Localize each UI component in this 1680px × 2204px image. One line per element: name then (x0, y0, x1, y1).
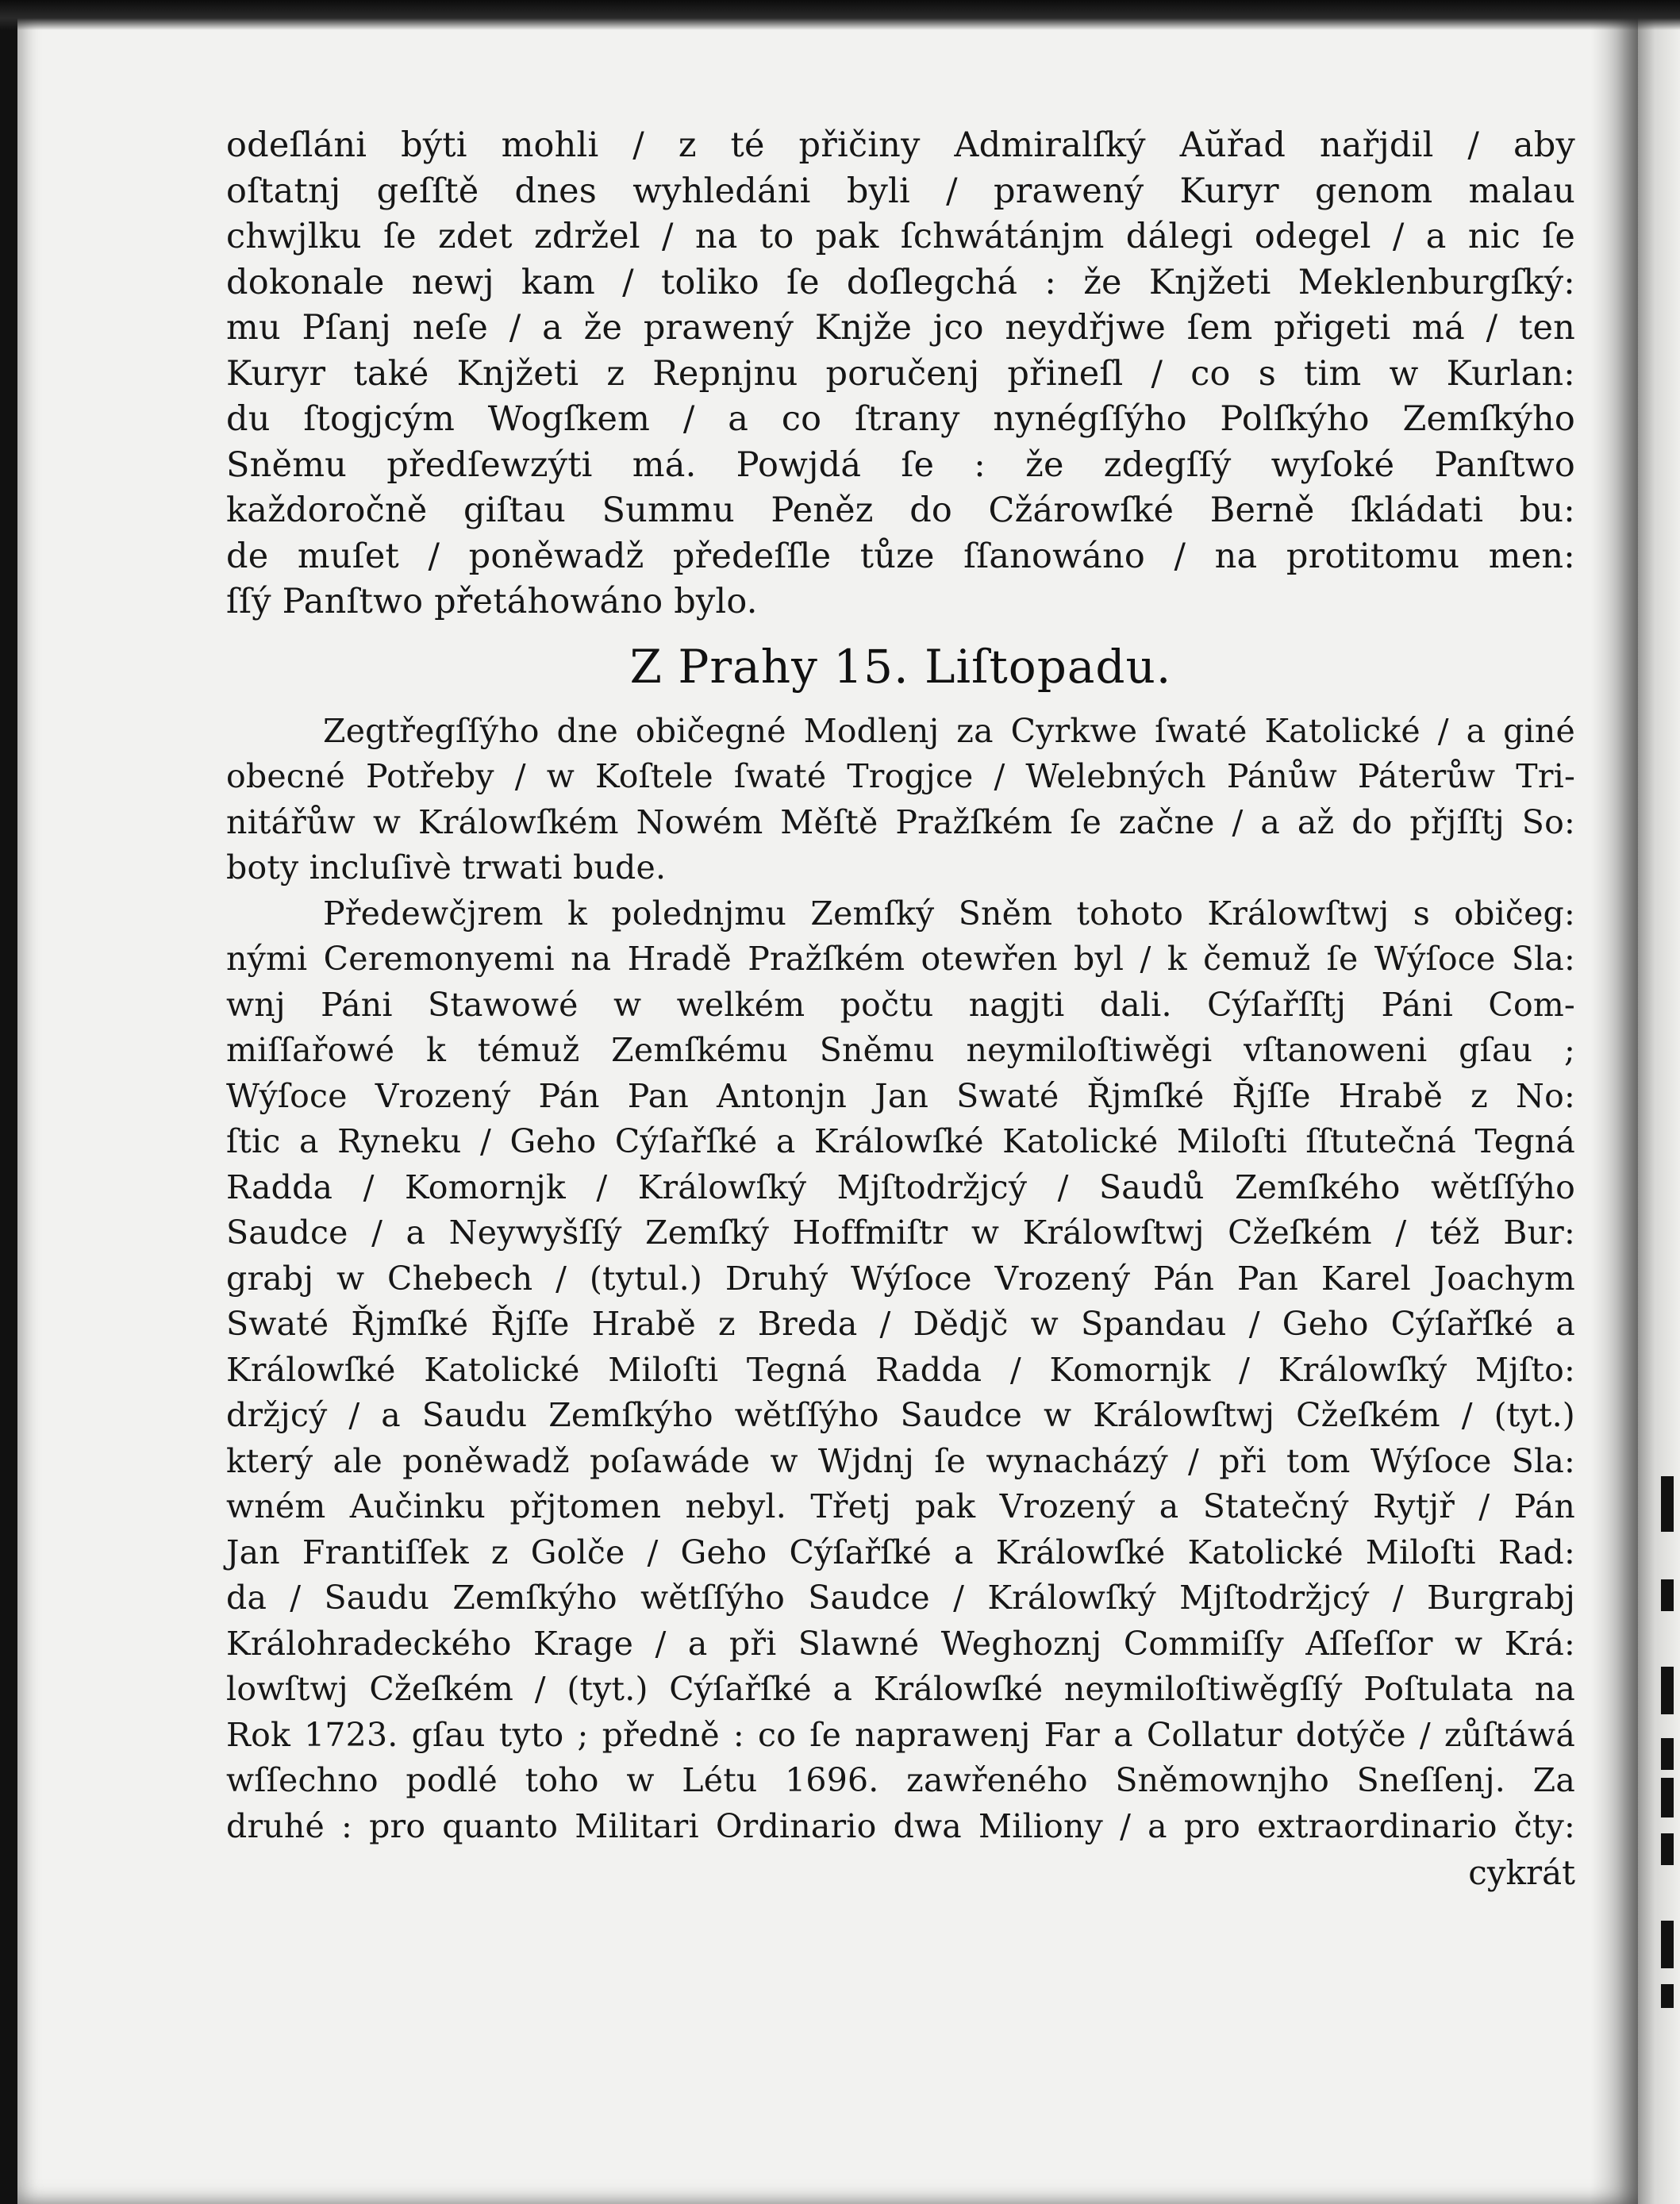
text-line: grabj w Chebech / (tytul.) Druhý Wýſoce Vrozený Pán Pan Karel Joachym (226, 1259, 1575, 1298)
text-line: du ſtogjcým Wogſkem / a co ſtrany nynégſſýho Polſkýho Zemſkýho (226, 399, 1575, 439)
text-line: držjcý / a Saudu Zemſkýho wětſſýho Saudce w Králowſtwj Cžeſkém / (tyt.) (226, 1396, 1575, 1434)
text-line: wném Aučinku přjtomen nebyl. Třetj pak Vrozený a Statečný Rytjř / Pán (226, 1487, 1575, 1525)
bleed-mark (1661, 1579, 1674, 1611)
text-line: ſſý Panſtwo přetáhowáno bylo. (226, 582, 758, 621)
paragraph-prayers (226, 709, 1575, 891)
text-line: Zegtřegſſýho dne običegné Modlenj za Cyrkwe ſwaté Katolické / a giné (323, 711, 1575, 750)
text-line: dokonale newj kam / toliko ſe doſlegchá : že Knjžeti Meklenburgſký: (226, 262, 1575, 302)
scan-top-shadow (0, 0, 1680, 30)
adjacent-page-edge (1638, 0, 1680, 2204)
text-line: každoročně giſtau Summu Peněz do Cžárowſké Berně ſkládati bu: (226, 490, 1575, 530)
text-line: odeſláni býti mohli / z té přičiny Admiralſký Aŭřad nařjdil / aby (226, 125, 1575, 165)
paragraph-top (226, 123, 1575, 625)
text-line: Králowſké Katolické Miloſti Tegná Radda / Komornjk / Králowſký Mjſto: (226, 1350, 1575, 1389)
paragraph-diet (226, 891, 1575, 1850)
bleed-mark (1661, 1833, 1674, 1865)
text-line: Předewčjrem k polednjmu Zemſký Sněm tohoto Králowſtwj s običeg: (323, 894, 1575, 933)
text-line: wnj Páni Stawowé w welkém počtu nagjti dali. Cýſařſſtj Páni Com- (226, 985, 1575, 1024)
text-line: Radda / Komornjk / Králowſký Mjſtodržjcý / Saudů Zemſkého wětſſýho (226, 1167, 1575, 1206)
bleed-mark (1661, 1984, 1674, 2008)
text-line: ſtic a Ryneku / Geho Cýſařſké a Králowſké Katolické Miloſti ſſtutečná Tegná (226, 1122, 1575, 1160)
bleed-mark (1661, 1738, 1674, 1770)
page-text (226, 123, 1575, 1897)
text-line: který ale poněwadž poſawáde w Wjdnj ſe wynacházý / při tom Wýſoce Sla: (226, 1441, 1575, 1480)
text-line: boty incluſivè trwati bude. (226, 848, 667, 887)
text-line: chwjlku ſe zdet zdržel / na to pak ſchwátánjm dálegi odegel / a nic ſe (226, 217, 1575, 256)
text-line: Sněmu předſewzýti má. Powjdá ſe : že zdegſſý wyſoké Panſtwo (226, 444, 1575, 485)
bleed-mark (1661, 1667, 1674, 1714)
text-line: Wýſoce Vrozený Pán Pan Antonjn Jan Swaté Řjmſké Řjſſe Hrabě z No: (226, 1076, 1575, 1115)
text-line: mu Pſanj neſe / a že prawený Knjže jco neydřjwe ſem přigeti má / ten (226, 308, 1575, 348)
text-line: Swaté Řjmſké Řjſſe Hrabě z Breda / Dědjč w Spandau / Geho Cýſařſké a (226, 1305, 1575, 1343)
text-line: nými Ceremonyemi na Hradě Pražſkém otewřen byl / k čemuž ſe Wýſoce Sla: (226, 940, 1575, 978)
text-line: Saudce / a Neywyšſſý Zemſký Hoffmiſtr w Králowſtwj Cžeſkém / též Bur: (226, 1214, 1575, 1252)
text-line: druhé : pro quanto Militari Ordinario dwa Miliony / a pro extraordinario čty: (226, 1806, 1575, 1845)
text-line: obecné Potřeby / w Koſtele ſwaté Trogjce / Welebných Pánůw Páterůw Tri- (226, 757, 1575, 795)
text-line: lowſtwj Cžeſkém / (tyt.) Cýſařſké a Králowſké neymiloſtiwěgſſý Poſtulata na (226, 1670, 1575, 1708)
text-line: nitářůw w Králowſkém Nowém Měſtě Pražſkém ſe začne / a až do přjſſtj So: (226, 802, 1575, 841)
text-line: Kuryr také Knjžeti z Repnjnu poručenj přineſl / co s tim w Kurlan: (226, 353, 1575, 394)
bleed-mark (1661, 1778, 1674, 1817)
text-line: Králohradeckého Krage / a při Slawné Weghoznj Commiſſy Aſſeſſor w Krá: (226, 1624, 1575, 1663)
text-line: Jan Frantiſſek z Golče / Geho Cýſařſké a Králowſké Katolické Miloſti Rad: (226, 1533, 1575, 1571)
catchword: cykrát (1468, 1853, 1575, 1892)
section-heading: Z Prahy 15. Liſtopadu. (629, 639, 1172, 694)
text-line: miſſařowé k témuž Zemſkému Sněmu neymiloſtiwěgi vſtanoweni gſau ; (226, 1031, 1575, 1069)
text-line: de muſet / poněwadž předeſſle tůze ſſanowáno / na protitomu men: (226, 536, 1575, 576)
text-line: da / Saudu Zemſkýho wětſſýho Saudce / Králowſký Mjſtodržjcý / Burgrabj (226, 1579, 1575, 1617)
text-line: Rok 1723. gſau tyto ; předně : co ſe naprawenj Far a Collatur dotýče / zůſtáwá (226, 1715, 1575, 1754)
bleed-mark (1661, 1921, 1674, 1968)
text-line: oſtatnj geſſtě dnes wyhledáni byli / prawený Kuryr genom malau (226, 171, 1575, 211)
text-line: wſſechno podlé toho w Létu 1696. zawřeného Sněmownjho Sneſſenj. Za (226, 1761, 1575, 1799)
bleed-mark (1661, 1476, 1674, 1532)
